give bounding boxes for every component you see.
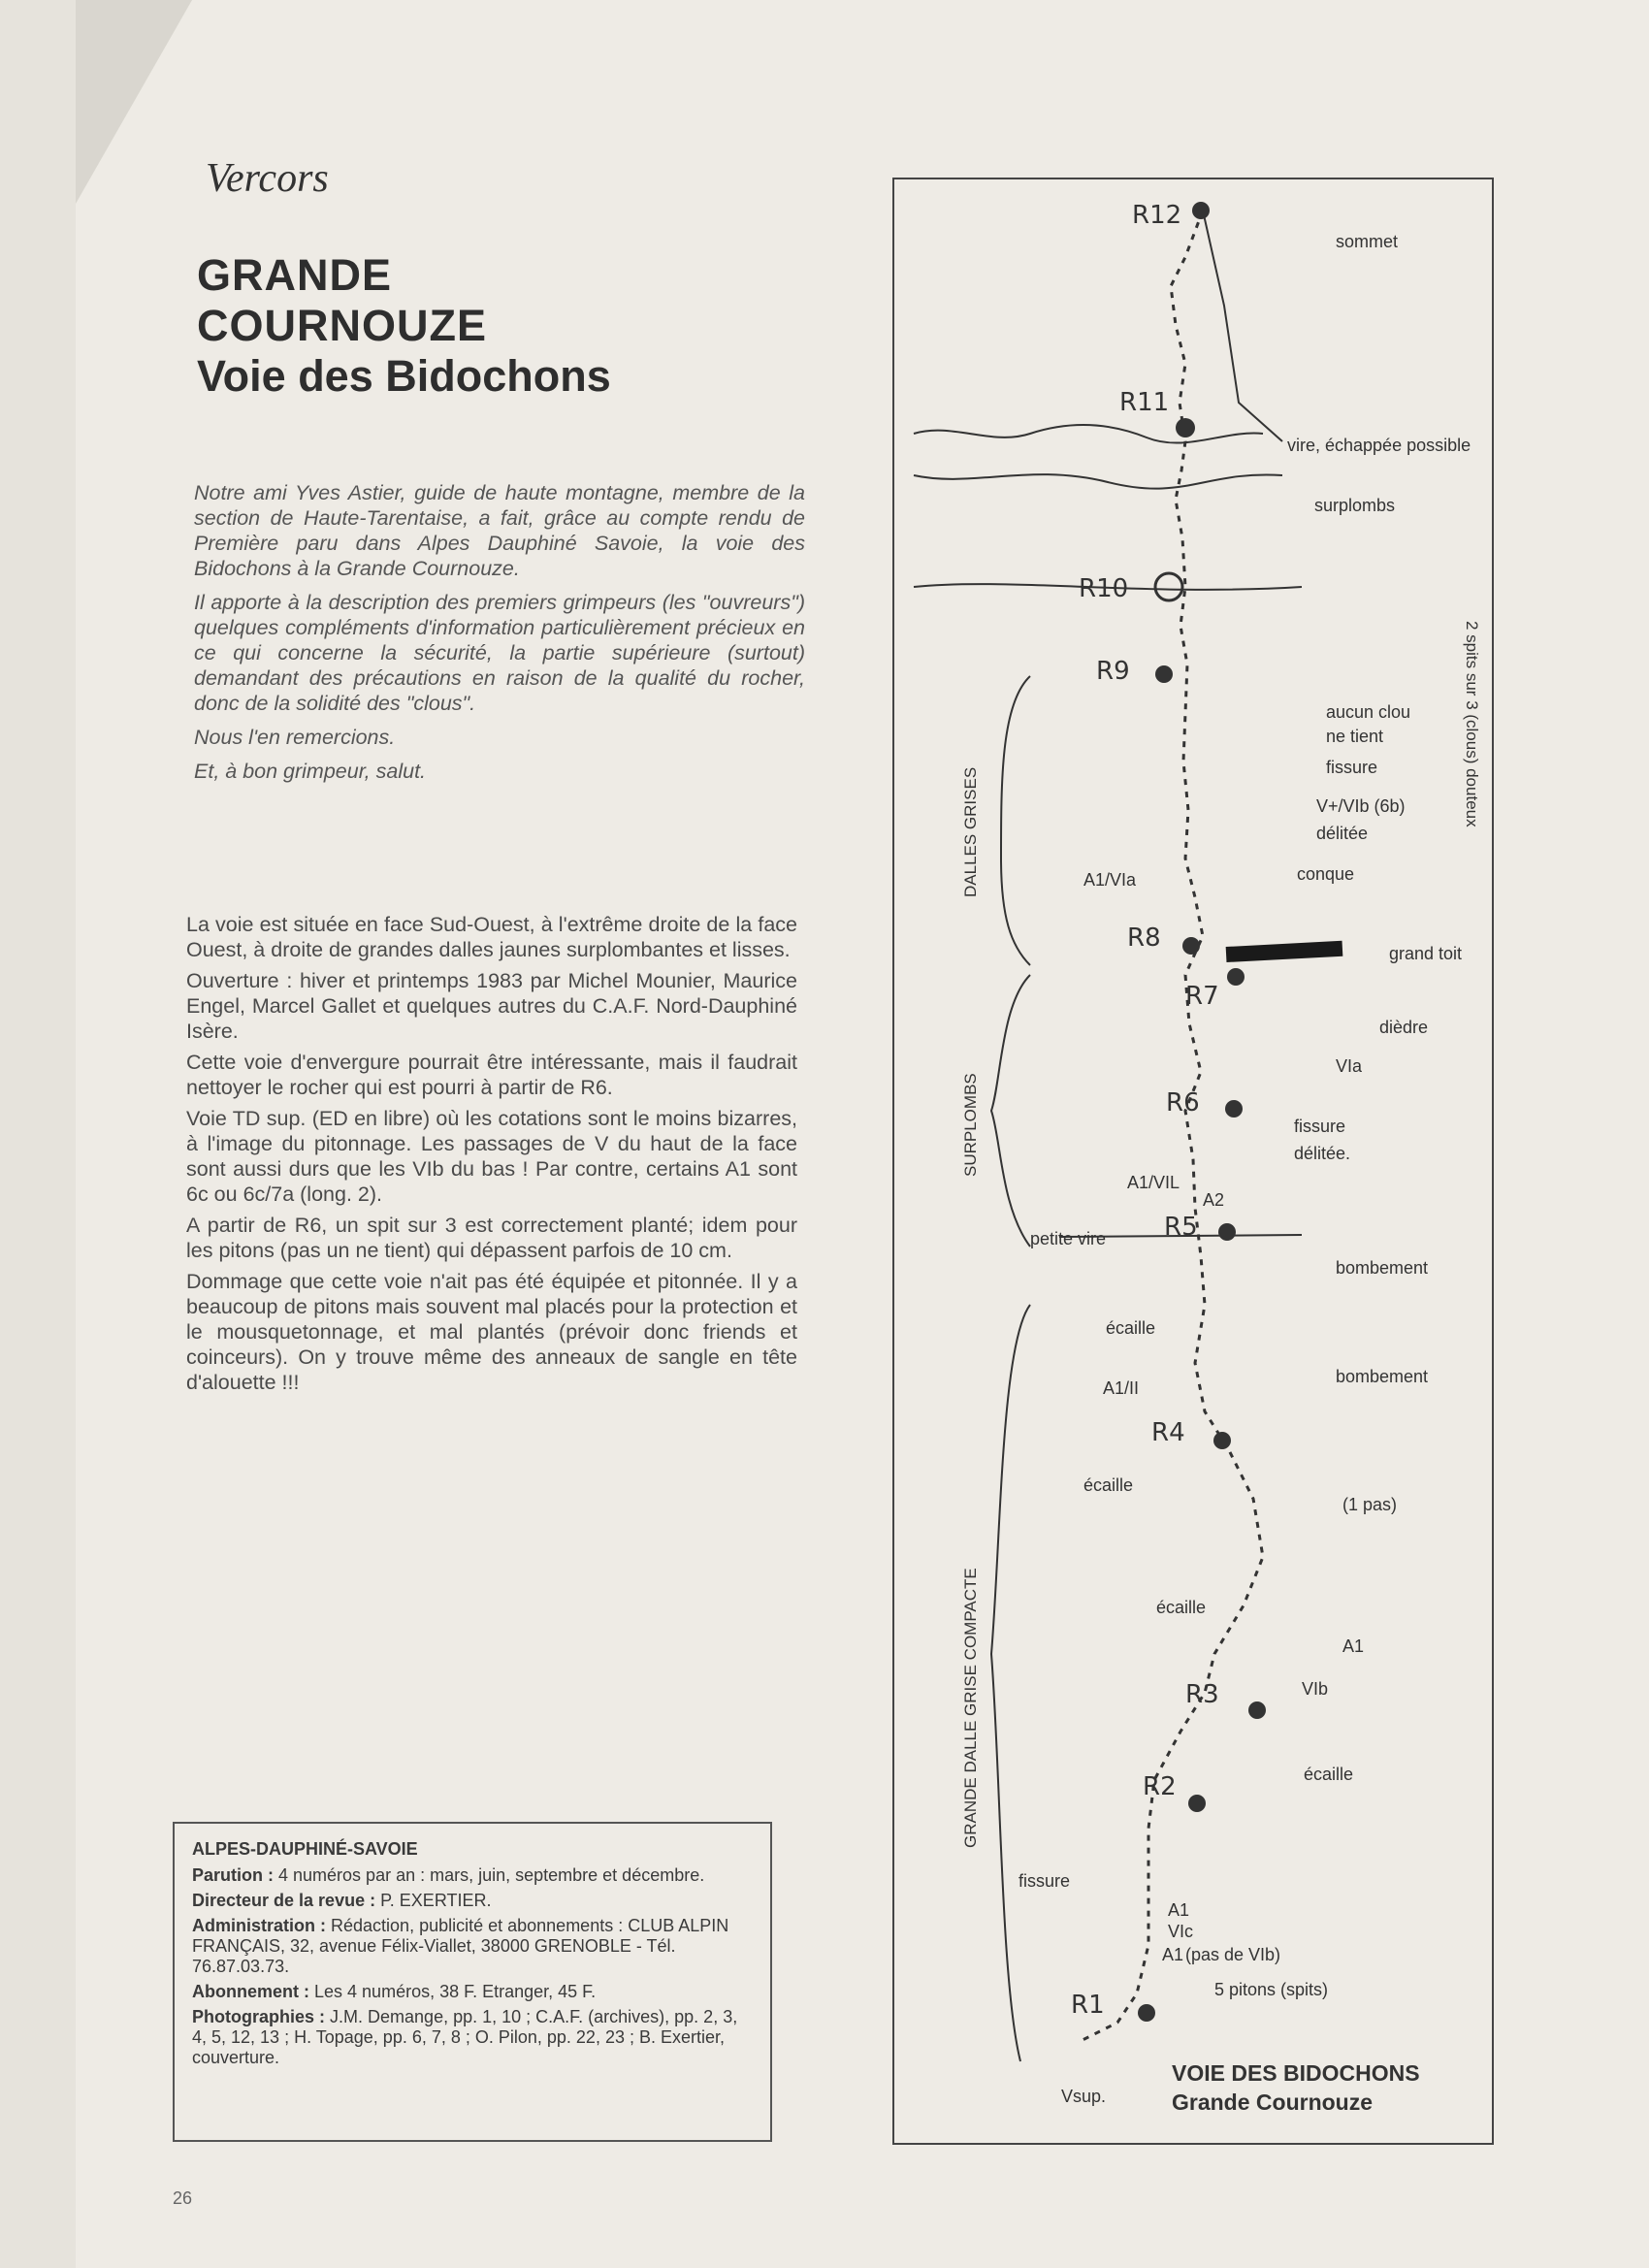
label-vic: VIc: [1168, 1922, 1194, 1941]
info-label: Directeur de la revue :: [192, 1891, 376, 1910]
info-label: Administration :: [192, 1916, 326, 1935]
label-un-pas: (1 pas): [1342, 1495, 1398, 1514]
label-conque: conque: [1297, 864, 1355, 884]
label-surplombs: surplombs: [1314, 496, 1396, 515]
label-v-vib: V+/VIb (6b): [1316, 796, 1406, 816]
route-topo: [892, 178, 1494, 2145]
route-line: [1079, 211, 1263, 2042]
relay-label-r3: R3: [1185, 1680, 1219, 1709]
relay-label-r4: R4: [1151, 1418, 1185, 1447]
relay-dot-r3: [1248, 1701, 1266, 1719]
relay-label-r8: R8: [1127, 923, 1161, 953]
intro-paragraph: Nous l'en remercions.: [194, 726, 396, 749]
info-label: Photographies :: [192, 2007, 326, 2026]
topo-title: VOIE DES BIDOCHONS: [1172, 2060, 1420, 2086]
relay-dot-r6: [1225, 1100, 1243, 1118]
body-text: [186, 912, 797, 1401]
side-label-spits-douteux: 2 spits sur 3 (clous) douteux: [1463, 621, 1481, 827]
vire-ledge-line-2: [914, 474, 1282, 489]
relay-dot-r1: [1138, 2004, 1155, 2022]
relay-dot-r2: [1188, 1795, 1206, 1812]
relay-dot-r9: [1155, 665, 1173, 683]
label-a1-vil: A1/VIL: [1127, 1173, 1180, 1192]
relay-label-r12: R12: [1132, 201, 1182, 230]
label-pitons: 5 pitons (spits): [1214, 1980, 1329, 1999]
label-pas-de-vib: (pas de VIb): [1185, 1945, 1281, 1964]
topo-drawing: [894, 179, 1496, 2147]
relay-dot-r5: [1218, 1223, 1236, 1241]
info-row: [192, 1982, 753, 2002]
relay-dot-r8: [1182, 937, 1200, 955]
info-label: Parution :: [192, 1865, 274, 1885]
label-vire: vire, échappée possible: [1287, 436, 1471, 455]
label-a1: A1: [1342, 1636, 1365, 1656]
body-paragraph: Voie TD sup. (ED en libre) où les cotations sont le moins bizarres, à l'image du pitonnage. Les passages de V du haut de la face sont aussi durs que les VIb du bas ! Par contre, certains A1 sont 6c ou 6c/7a (long. 2).: [186, 1107, 797, 1206]
label-a1-ii: A1/II: [1103, 1378, 1140, 1398]
title-line-3: Voie des Bidochons: [197, 351, 611, 401]
intro-paragraph: Il apporte à la description des premiers grimpeurs (les "ouvreurs") quelques compléments d'information particulièrement précieux en ce qui concerne la sécurité, la partie supérieure (surtout) demandant des précautions en raison de la qualité du rocher, donc de la solidité des "clous".: [194, 591, 805, 715]
label-vsup: Vsup.: [1061, 2087, 1107, 2106]
intro-text: [194, 480, 805, 793]
label-via: VIa: [1336, 1056, 1363, 1076]
body-paragraph: A partir de R6, un spit sur 3 est correctement planté; idem pour les pitons (pas un ne tient) qui dépassent parfois de 10 cm.: [186, 1214, 797, 1262]
topo-subtitle: Grande Cournouze: [1172, 2090, 1374, 2115]
label-a1-c: A1: [1162, 1945, 1184, 1964]
info-text: Les 4 numéros, 38 F. Etranger, 45 F.: [314, 1982, 597, 2001]
relay-label-r9: R9: [1096, 657, 1130, 686]
side-label-surplombs: SURPLOMBS: [961, 1073, 980, 1177]
side-label-grande-dalle: GRANDE DALLE GRISE COMPACTE: [961, 1568, 980, 1848]
relay-label-r5: R5: [1164, 1213, 1198, 1242]
body-paragraph: Cette voie d'envergure pourrait être intéressante, mais il faudrait nettoyer le rocher qui est pourri à partir de R6.: [186, 1051, 797, 1099]
label-ecaille-1: écaille: [1106, 1318, 1156, 1338]
label-ecaille-4: écaille: [1304, 1765, 1354, 1784]
folded-corner: [76, 0, 192, 204]
relay-dot-r7: [1227, 968, 1245, 986]
label-ne-tient: ne tient: [1326, 727, 1384, 746]
vire-ledge-line: [914, 425, 1263, 443]
grand-toit-mark: [1226, 941, 1343, 962]
relay-label-r7: R7: [1185, 982, 1219, 1011]
label-delitee-2: délitée.: [1294, 1144, 1351, 1163]
label-aucun-clou: aucun clou: [1326, 702, 1411, 722]
relay-dot-r12: [1192, 202, 1210, 219]
relay-label-r6: R6: [1166, 1088, 1200, 1118]
relay-dot-r10: [1155, 573, 1182, 600]
body-paragraph: Ouverture : hiver et printemps 1983 par Michel Mounier, Maurice Engel, Marcel Gallet et quelques autres du C.A.F. Nord-Dauphiné Isère.: [186, 969, 797, 1043]
info-text: J.M. Demange, pp. 1, 10 ; C.A.F. (archives), pp. 2, 3, 4, 5, 12, 13 ; H. Topage, pp. 6, 7, 8 ; O. Pilon, pp. 22, 23 ; B. Exertier, couverture.: [192, 2007, 738, 2067]
label-ecaille-3: écaille: [1156, 1598, 1207, 1617]
title-line-1: GRANDE: [197, 250, 393, 300]
info-row: [192, 1891, 753, 1911]
bracket-surplombs: [991, 975, 1030, 1247]
label-delitee: délitée: [1316, 824, 1369, 843]
relay-label-r10: R10: [1079, 574, 1129, 603]
bracket-dalles-grises: [1001, 676, 1030, 965]
relay-dot-r11: [1176, 418, 1195, 437]
bracket-grande-dalle: [991, 1305, 1030, 2061]
relay-label-r11: R11: [1119, 388, 1170, 417]
title-line-2: COURNOUZE: [197, 301, 487, 350]
info-label: Abonnement :: [192, 1982, 309, 2001]
label-fissure-1: fissure: [1326, 758, 1378, 777]
summit-ridge: [1203, 211, 1282, 441]
publication-info-box: [173, 1822, 772, 2142]
page-number: 26: [173, 2188, 193, 2208]
relay-label-r2: R2: [1143, 1772, 1177, 1801]
article-title: [197, 250, 611, 402]
label-petite-vire: petite vire: [1030, 1229, 1107, 1248]
label-a1-b: A1: [1168, 1900, 1190, 1920]
label-grand-toit: grand toit: [1389, 944, 1463, 963]
relay-dot-r4: [1213, 1432, 1231, 1449]
info-text: P. EXERTIER.: [380, 1891, 492, 1910]
info-row: [192, 1916, 753, 1977]
intro-paragraph: Notre ami Yves Astier, guide de haute montagne, membre de la section de Haute-Tarentaise, a fait, grâce au compte rendu de Première paru dans Alpes Dauphiné Savoie, la voie des Bidochons à la Grande Cournouze.: [194, 481, 805, 580]
info-text: Rédaction, publicité et abonnements : CLUB ALPIN FRANÇAIS, 32, avenue Félix-Viallet, 38000 GRENOBLE - Tél. 76.87.03.73.: [192, 1916, 729, 1976]
info-row: [192, 1865, 753, 1886]
label-ecaille-2: écaille: [1083, 1475, 1134, 1495]
label-a1-via: A1/VIa: [1083, 870, 1137, 890]
info-box-title: ALPES-DAUPHINÉ-SAVOIE: [192, 1839, 418, 1859]
label-bombement-2: bombement: [1336, 1367, 1429, 1386]
label-fissure-2: fissure: [1294, 1117, 1346, 1136]
label-a2: A2: [1203, 1190, 1225, 1210]
info-row: [192, 2007, 753, 2068]
body-paragraph: La voie est située en face Sud-Ouest, à l'extrême droite de la face Ouest, à droite de grandes dalles jaunes surplombantes et lisses.: [186, 913, 797, 961]
relay-label-r1: R1: [1071, 1991, 1105, 2020]
region-label: Vercors: [206, 156, 329, 201]
label-bombement-1: bombement: [1336, 1258, 1429, 1278]
label-diedre: dièdre: [1379, 1018, 1429, 1037]
label-fissure-3: fissure: [1018, 1871, 1071, 1891]
body-paragraph: Dommage que cette voie n'ait pas été équipée et pitonnée. Il y a beaucoup de pitons mais souvent mal placés pour la protection et le mousquetonnage, et mal plantés (prévoir donc friends et coinceurs). On y trouve même des anneaux de sangle en tête d'alouette !!!: [186, 1270, 797, 1394]
label-vib: VIb: [1302, 1679, 1329, 1699]
side-label-dalles-grises: DALLES GRISES: [961, 766, 980, 897]
intro-paragraph: Et, à bon grimpeur, salut.: [194, 760, 427, 783]
info-text: 4 numéros par an : mars, juin, septembre et décembre.: [278, 1865, 705, 1885]
label-sommet: sommet: [1336, 232, 1399, 251]
